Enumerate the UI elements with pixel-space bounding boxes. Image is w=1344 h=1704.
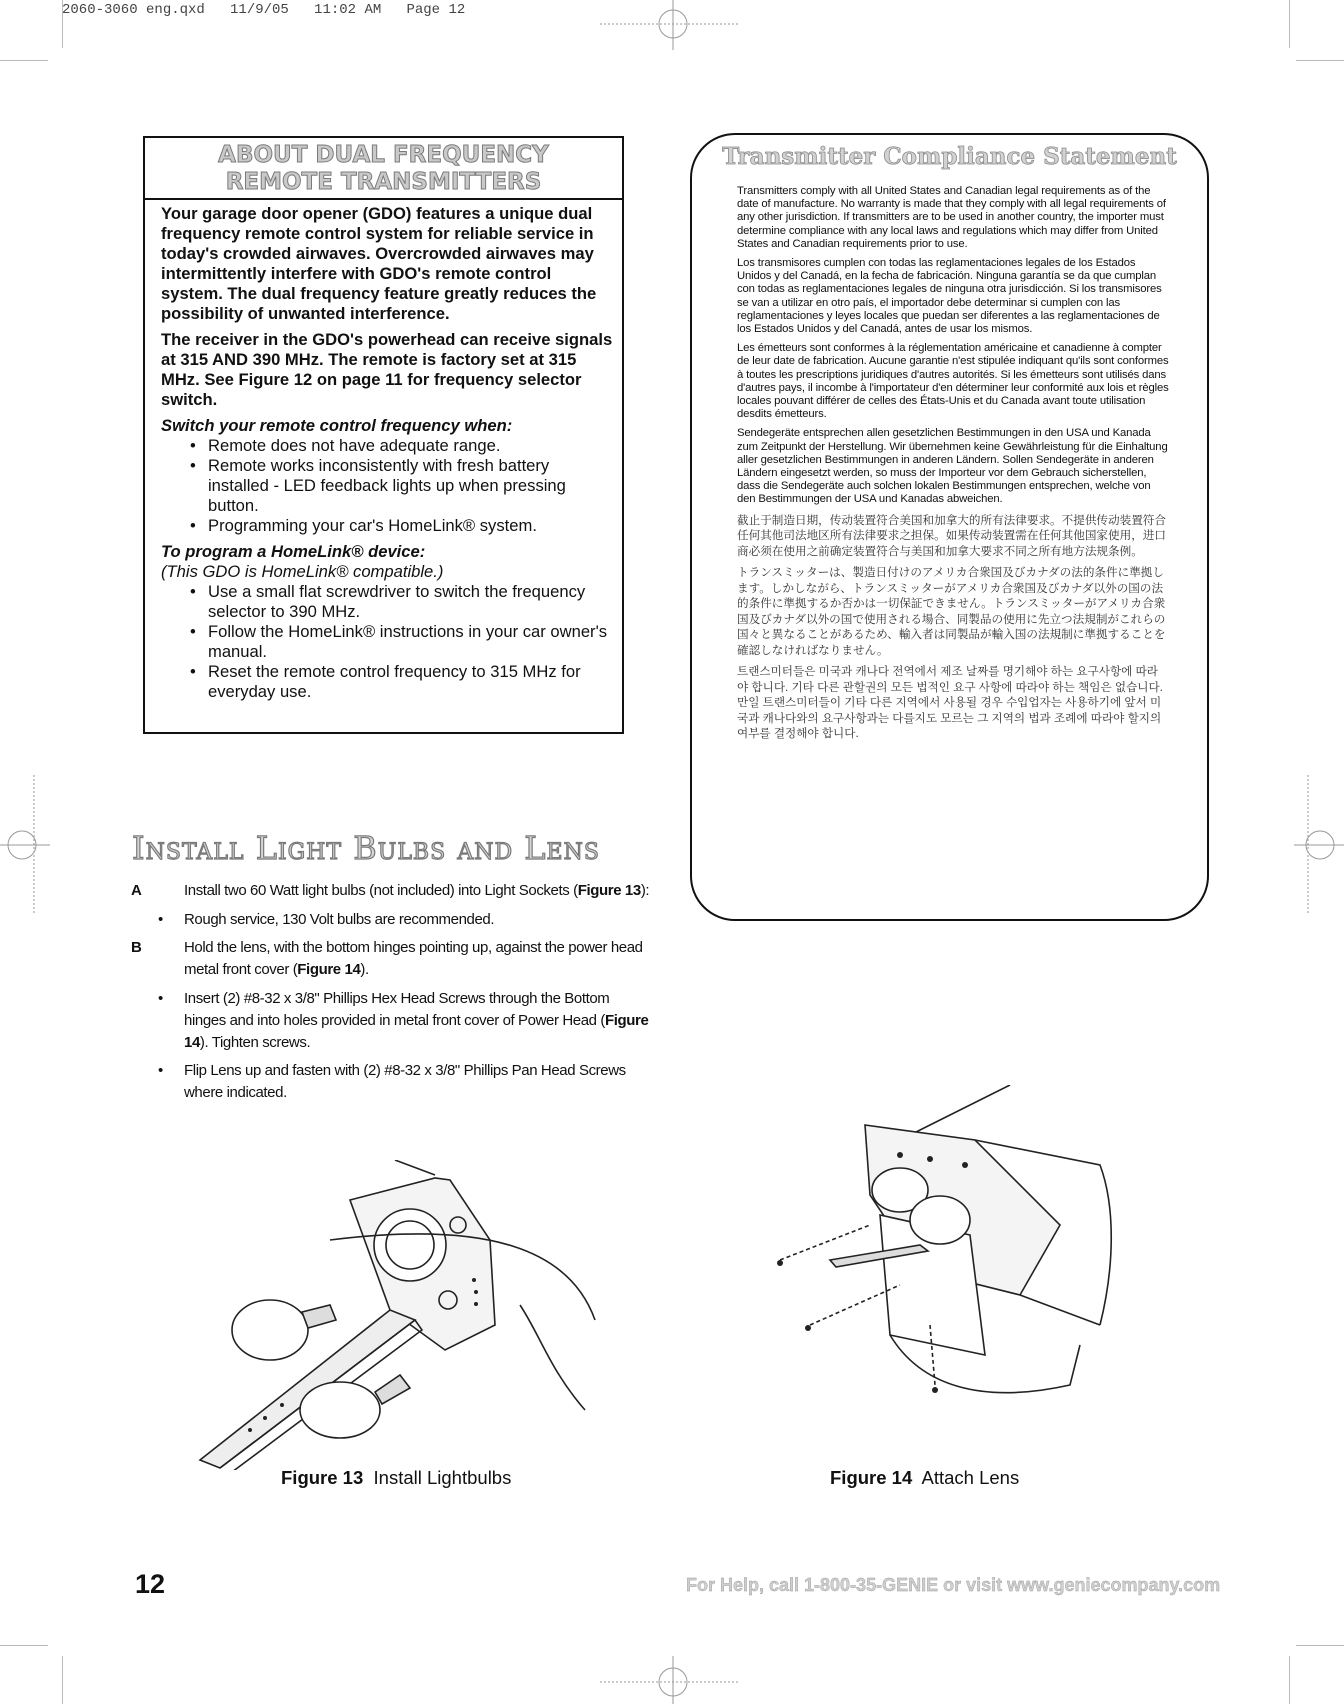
dual-title-line2: REMOTE TRANSMITTERS [225,169,542,195]
compliance-german: Sendegeräte entsprechen allen gesetzlichen Bestimmungen in den USA und Kanada zum Zeitpunkt der Herstellung. Wir übernehmen keine Gewährleistung für die Einhaltung aller gesetzlichen Bestimmungen in anderen Ländern. Sollen Sendegeräte in anderen Ländern eingesetzt werden, so muss der Importeur vor dem Gebrauch sicherstellen, dass die Sendegeräte auch solchen lokalen Bestimmungen entsprechen, welche von den Bestimmungen der USA und Kanadas abweichen. [737,427,1168,506]
registration-mark-top [600,0,740,50]
figure-14-caption [830,1467,1019,1489]
step-letter: A [131,882,142,899]
print-slug: 2060-3060 eng.qxd 11/9/05 11:02 AM Page 12 [62,2,466,18]
step-a: A Install two 60 Watt light bulbs (not included) into Light Sockets (Figure 13): [131,880,651,902]
figure-14-number: Figure 14 [830,1467,913,1488]
step-b: B Hold the lens, with the bottom hinges pointing up, against the power head metal front cover (Figure 14). [131,939,643,978]
figure-ref: Figure 14 [184,1012,649,1051]
compliance-french: Les émetteurs sont conformes à la réglementation américaine et canadienne à compter de leur date de fabrication. Aucune garantie n'est stipulée indiquant qu'ils sont conformes à toutes les prescriptions juridiques d'autres autorités. Si les émetteurs sont utilisés dans d'autres pays, il incombe à l'importateur d'en déterminer leur conformité aux lois et règles locales pouvant différer de celles des États-Unis et du Canada avant toute utilisation desdits émetteurs. [737,342,1169,421]
list-item: • Reset the remote control frequency to 315 MHz for everyday use. [208,662,613,702]
step-b-bullet-2: • Flip Lens up and fasten with (2) #8-32 x 3/8" Phillips Pan Head Screws where indicated. [131,1060,651,1104]
registration-mark-left [0,775,50,915]
list-item: • Programming your car's HomeLink® system. [208,516,613,536]
figure-13-caption [281,1467,511,1489]
install-steps [131,880,651,1110]
program-list [161,582,613,702]
list-item: • Use a small flat screwdriver to switch the frequency selector to 390 MHz. [208,582,613,622]
compliance-japanese: トランスミッターは、製造日付けのアメリカ合衆国及びカナダの法的条件に準拠します。しかしながら、トランスミッターがアメリカ合衆国及びカナダ以外の国の法的条件に準拠するか否かは一切保証できません。トランスミッターがアメリカ合衆国及びカナダ以外の国で使用される場合、同製品の使用に先立つ法規制がこれらの国々と異なることがあるため、輸入者は同製品が輸入国の法規制に準拠することを確認しなければなりません。 [737,566,1166,657]
dual-frequency-body [161,204,613,702]
switch-list [161,436,613,536]
crop-mark [0,60,48,61]
crop-mark [1289,0,1290,48]
dual-title-line1: ABOUT DUAL FREQUENCY [218,142,549,168]
compliance-korean: 트랜스미터들은 미국과 캐나다 전역에서 제조 날짜를 명기해야 하는 요구사항에 따라야 합니다. 기타 다른 관할권의 모든 법적인 요구 사항에 따라야 하는 책임은 없습니다. 만일 트랜스미터들이 기타 다른 지역에서 사용될 경우 수입업자는 사용하기에 앞서 미국과 캐나다와의 요구사항과는 다를지도 모르는 그 지역의 법과 조례에 따라야 할지의 여부를 결정해야 합니다. [737,665,1163,741]
figure-14-label: Attach Lens [921,1467,1020,1488]
dual-paragraph-2: The receiver in the GDO's powerhead can receive signals at 315 AND 390 MHz. The remote is factory set at 315 MHz. See Figure 12 on page 11 for frequency selector switch. [161,330,613,409]
dual-paragraph-1: Your garage door opener (GDO) features a unique dual frequency remote control system for reliable service in today's crowded airwaves. Overcrowded airwaves may intermittently interfere with GDO's remote control system. The dual frequency feature greatly reduces the possibility of unwanted interference. [161,204,597,323]
compliance-box [690,133,1209,921]
dual-frequency-title [145,138,622,200]
figure-13-label: Install Lightbulbs [373,1467,512,1488]
crop-mark [1289,1656,1290,1704]
step-text: Install two 60 Watt light bulbs (not included) into Light Sockets [184,882,570,899]
compliance-english: Transmitters comply with all United States and Canadian legal requirements as of the date of manufacture. No warranty is made that they comply with all legal requirements of any other jurisdiction. If transmitters are to be used in another country, the importer must determine compliance with any local laws and regulations which may differ from United States and Canadian requirements prior to use. [737,185,1166,250]
step-text: Hold the lens, with the bottom hinges pointing up, against the power head metal front cover [184,939,643,978]
figure-13-number: Figure 13 [281,1467,364,1488]
program-heading: To program a HomeLink® device: [161,542,426,561]
list-item: • Remote does not have adequate range. [208,436,613,456]
program-note: (This GDO is HomeLink® compatible.) [161,562,444,581]
step-b-bullet-1: • Insert (2) #8-32 x 3/8" Phillips Hex Head Screws through the Bottom hinges and into holes provided in metal front cover of Power Head (Figure 14). Tighten screws. [131,988,651,1054]
dual-frequency-box [143,136,624,734]
step-a-bullet: • Rough service, 130 Volt bulbs are recommended. [131,909,651,931]
figure-13-illustration [190,1160,610,1470]
compliance-title: Transmitter Compliance Statement [722,143,1177,170]
footer-help-text: For Help, call 1-800-35-GENIE or visit www.geniecompany.com [686,1575,1221,1595]
compliance-spanish: Los transmisores cumplen con todas las reglamentaciones legales de los Estados Unidos y del Canadá, en la fecha de fabricación. Ninguna garantía se da que cumplan con todas as reglamentaciones legales de ninguna otra jurisdicción. Si los transmisores se van a utilizar en otro país, el importador debe determinar si cumplen con las reglamentaciones y leyes locales que puedan ser diferentes a las reglamentaciones de los Estados Unidos y del Canadá, antes de usar los mismos. [737,257,1162,336]
step-letter: B [131,939,142,956]
registration-mark-right [1294,775,1344,915]
compliance-body [737,185,1169,748]
compliance-chinese: 截止于制造日期，传动装置符合美国和加拿大的所有法律要求。不提供传动装置符合任何其他司法地区所有法律要求之担保。如果传动装置需在任何其他国家使用，进口商必须在使用之前确定装置符合与美国和加拿大要求不同之所有地方法规条例。 [737,513,1166,558]
figure-14-illustration [770,1085,1120,1415]
figure-ref: Figure 13 [577,882,641,899]
registration-mark-bottom [600,1656,740,1704]
crop-mark [1296,1645,1344,1646]
crop-mark [62,1656,63,1704]
list-item: • Remote works inconsistently with fresh battery installed - LED feedback lights up when pressing button. [208,456,613,516]
switch-heading: Switch your remote control frequency when: [161,416,513,435]
crop-mark [0,1645,48,1646]
figure-ref: Figure 14 [297,961,361,978]
crop-mark [1296,60,1344,61]
list-item: • Follow the HomeLink® instructions in your car owner's manual. [208,622,613,662]
install-section-title: Install Light Bulbs and Lens [132,829,600,867]
page-number: 12 [135,1569,166,1599]
